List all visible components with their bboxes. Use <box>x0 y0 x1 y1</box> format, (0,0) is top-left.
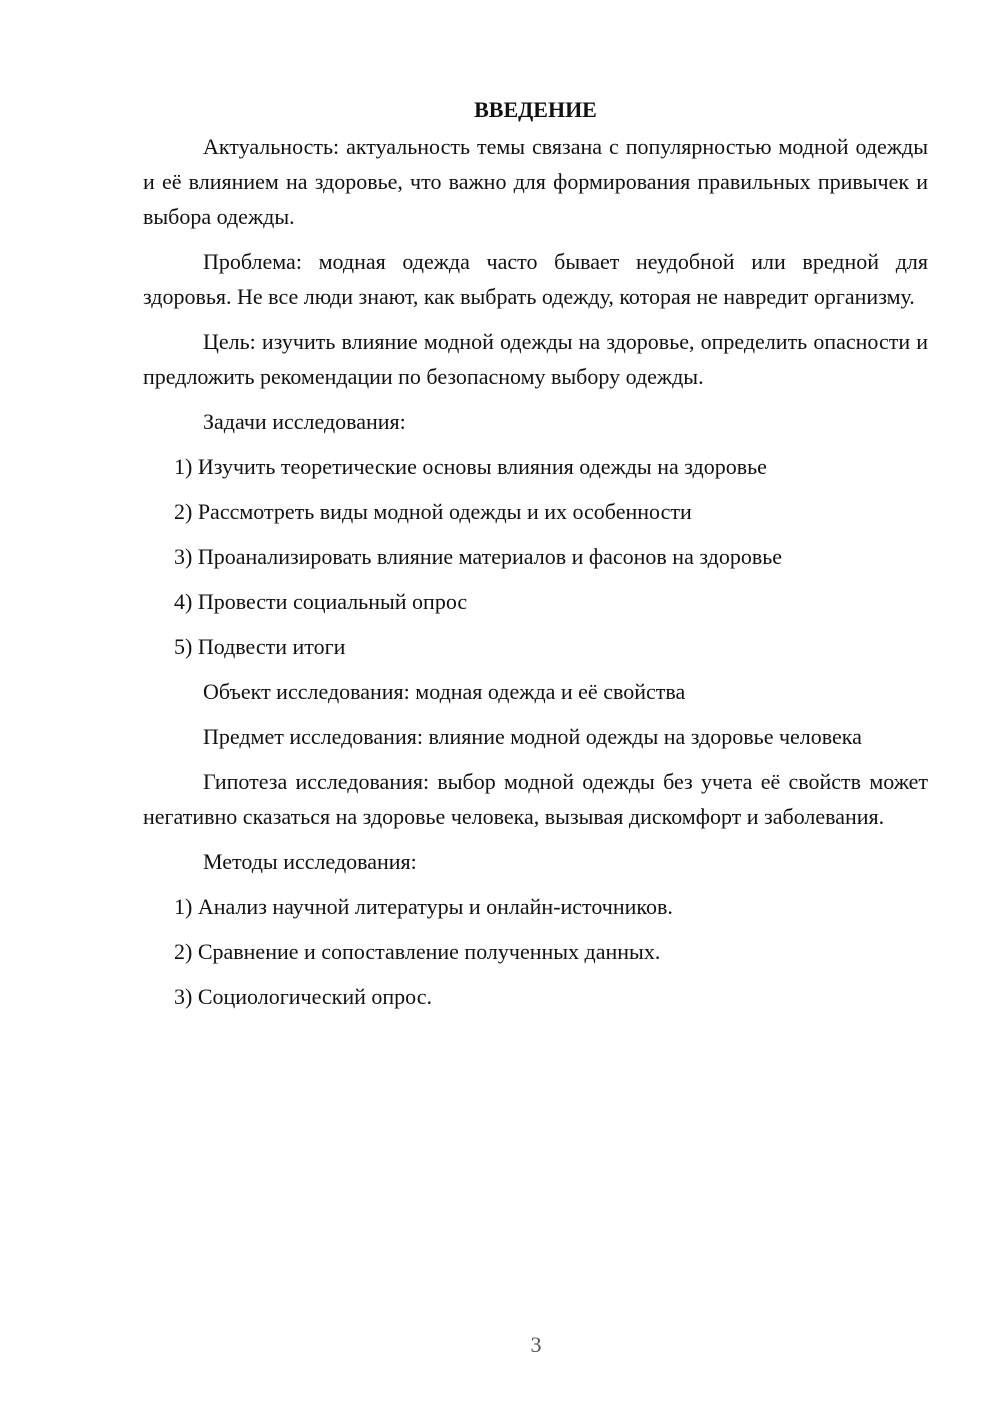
methods-heading: Методы исследования: <box>203 849 417 874</box>
task-item: 5) Подвести итоги <box>174 634 346 659</box>
subject-paragraph: Предмет исследования: влияние модной одежды на здоровье человека <box>203 724 862 749</box>
task-item: 3) Проанализировать влияние материалов и фасонов на здоровье <box>174 544 783 569</box>
method-item: 3) Социологический опрос. <box>174 984 432 1009</box>
relevance-paragraph: Актуальность: актуальность темы связана с популярностью модной одежды и её влиянием на здоровье, что важно для формирования правильных привычек и выбора одежды. <box>143 134 928 229</box>
hypothesis-paragraph: Гипотеза исследования: выбор модной одежды без учета её свойств может негативно сказаться на здоровье человека, вызывая дискомфорт и заболевания. <box>143 769 928 829</box>
page-number: 3 <box>530 1332 542 1357</box>
section-title: ВВЕДЕНИЕ <box>474 97 597 122</box>
tasks-heading: Задачи исследования: <box>203 409 406 434</box>
task-item: 2) Рассмотреть виды модной одежды и их особенности <box>174 499 692 524</box>
method-item: 1) Анализ научной литературы и онлайн-источников. <box>174 894 673 919</box>
tasks-list <box>143 449 928 664</box>
task-item: 1) Изучить теоретические основы влияния одежды на здоровье <box>174 454 767 479</box>
goal-paragraph: Цель: изучить влияние модной одежды на здоровье, определить опасности и предложить рекомендации по безопасному выбору одежды. <box>143 329 928 389</box>
task-item: 4) Провести социальный опрос <box>174 589 468 614</box>
methods-list <box>143 889 928 1014</box>
method-item: 2) Сравнение и сопоставление полученных данных. <box>174 939 661 964</box>
problem-paragraph: Проблема: модная одежда часто бывает неудобной или вредной для здоровья. Не все люди знают, как выбрать одежду, которая не навредит организму. <box>143 249 928 309</box>
object-paragraph: Объект исследования: модная одежда и её свойства <box>203 679 686 704</box>
document-body <box>143 92 928 1024</box>
